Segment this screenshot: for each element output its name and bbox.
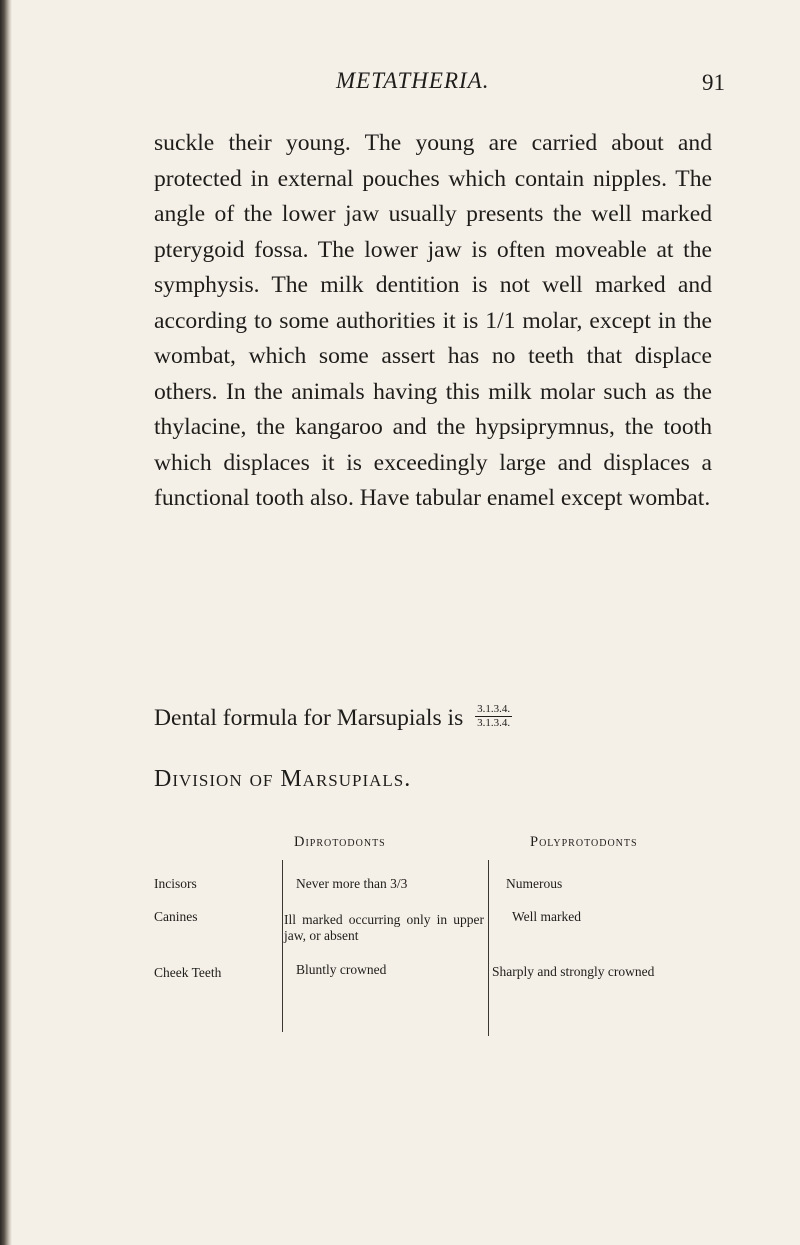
row-label-canines: Canines (154, 909, 198, 924)
dental-formula-fraction (475, 703, 512, 730)
section-heading: Division of Marsupials. (154, 766, 412, 792)
dental-formula (154, 705, 512, 733)
table-divider-left (282, 860, 283, 1032)
dental-formula-denominator: 3.1.3.4. (477, 717, 511, 730)
cell-polyprotodonts-canines: Well marked (512, 909, 582, 924)
cell-diprotodonts-cheek-teeth: Bluntly crowned (296, 962, 387, 977)
running-head (0, 64, 800, 104)
table-divider-middle (488, 860, 489, 1036)
dental-formula-text: Dental formula for Marsupials is (154, 705, 464, 731)
row-label-cheek-teeth: Cheek Teeth (154, 965, 222, 980)
marsupial-division-table (154, 834, 714, 1044)
running-title: METATHERIA. (336, 68, 490, 93)
dental-formula-numerator: 3.1.3.4. (477, 703, 511, 716)
page-number: 91 (702, 70, 725, 95)
cell-diprotodonts-incisors: Never more than 3/3 (296, 876, 408, 891)
page-binding-edge (0, 0, 12, 1245)
cell-polyprotodonts-cheek-teeth: Sharply and strongly crowned (492, 964, 655, 979)
column-header-polyprotodonts: Polyprotodonts (530, 834, 638, 850)
body-paragraph: suckle their young. The young are carried about and protected in external pouches which contain nipples. The angle of the lower jaw usually presents the well marked pterygoid fossa. The lower jaw is often moveable at the symphysis. The milk dentition is not well marked and according to some authorities it is 1/1 molar, except in the wombat, which some assert has no teeth that displace others. In the animals having this milk molar such as the thylacine, the kangaroo and the hypsiprymnus, the tooth which displaces it is exceedingly large and displaces a functional tooth also. Have tabular enamel except wombat. (154, 130, 712, 511)
cell-polyprotodonts-incisors: Numerous (506, 876, 563, 891)
row-label-incisors: Incisors (154, 876, 197, 891)
column-header-diprotodonts: Diprotodonts (294, 834, 386, 850)
cell-diprotodonts-canines: Ill marked occurring only in upper jaw, or absent (284, 912, 484, 943)
